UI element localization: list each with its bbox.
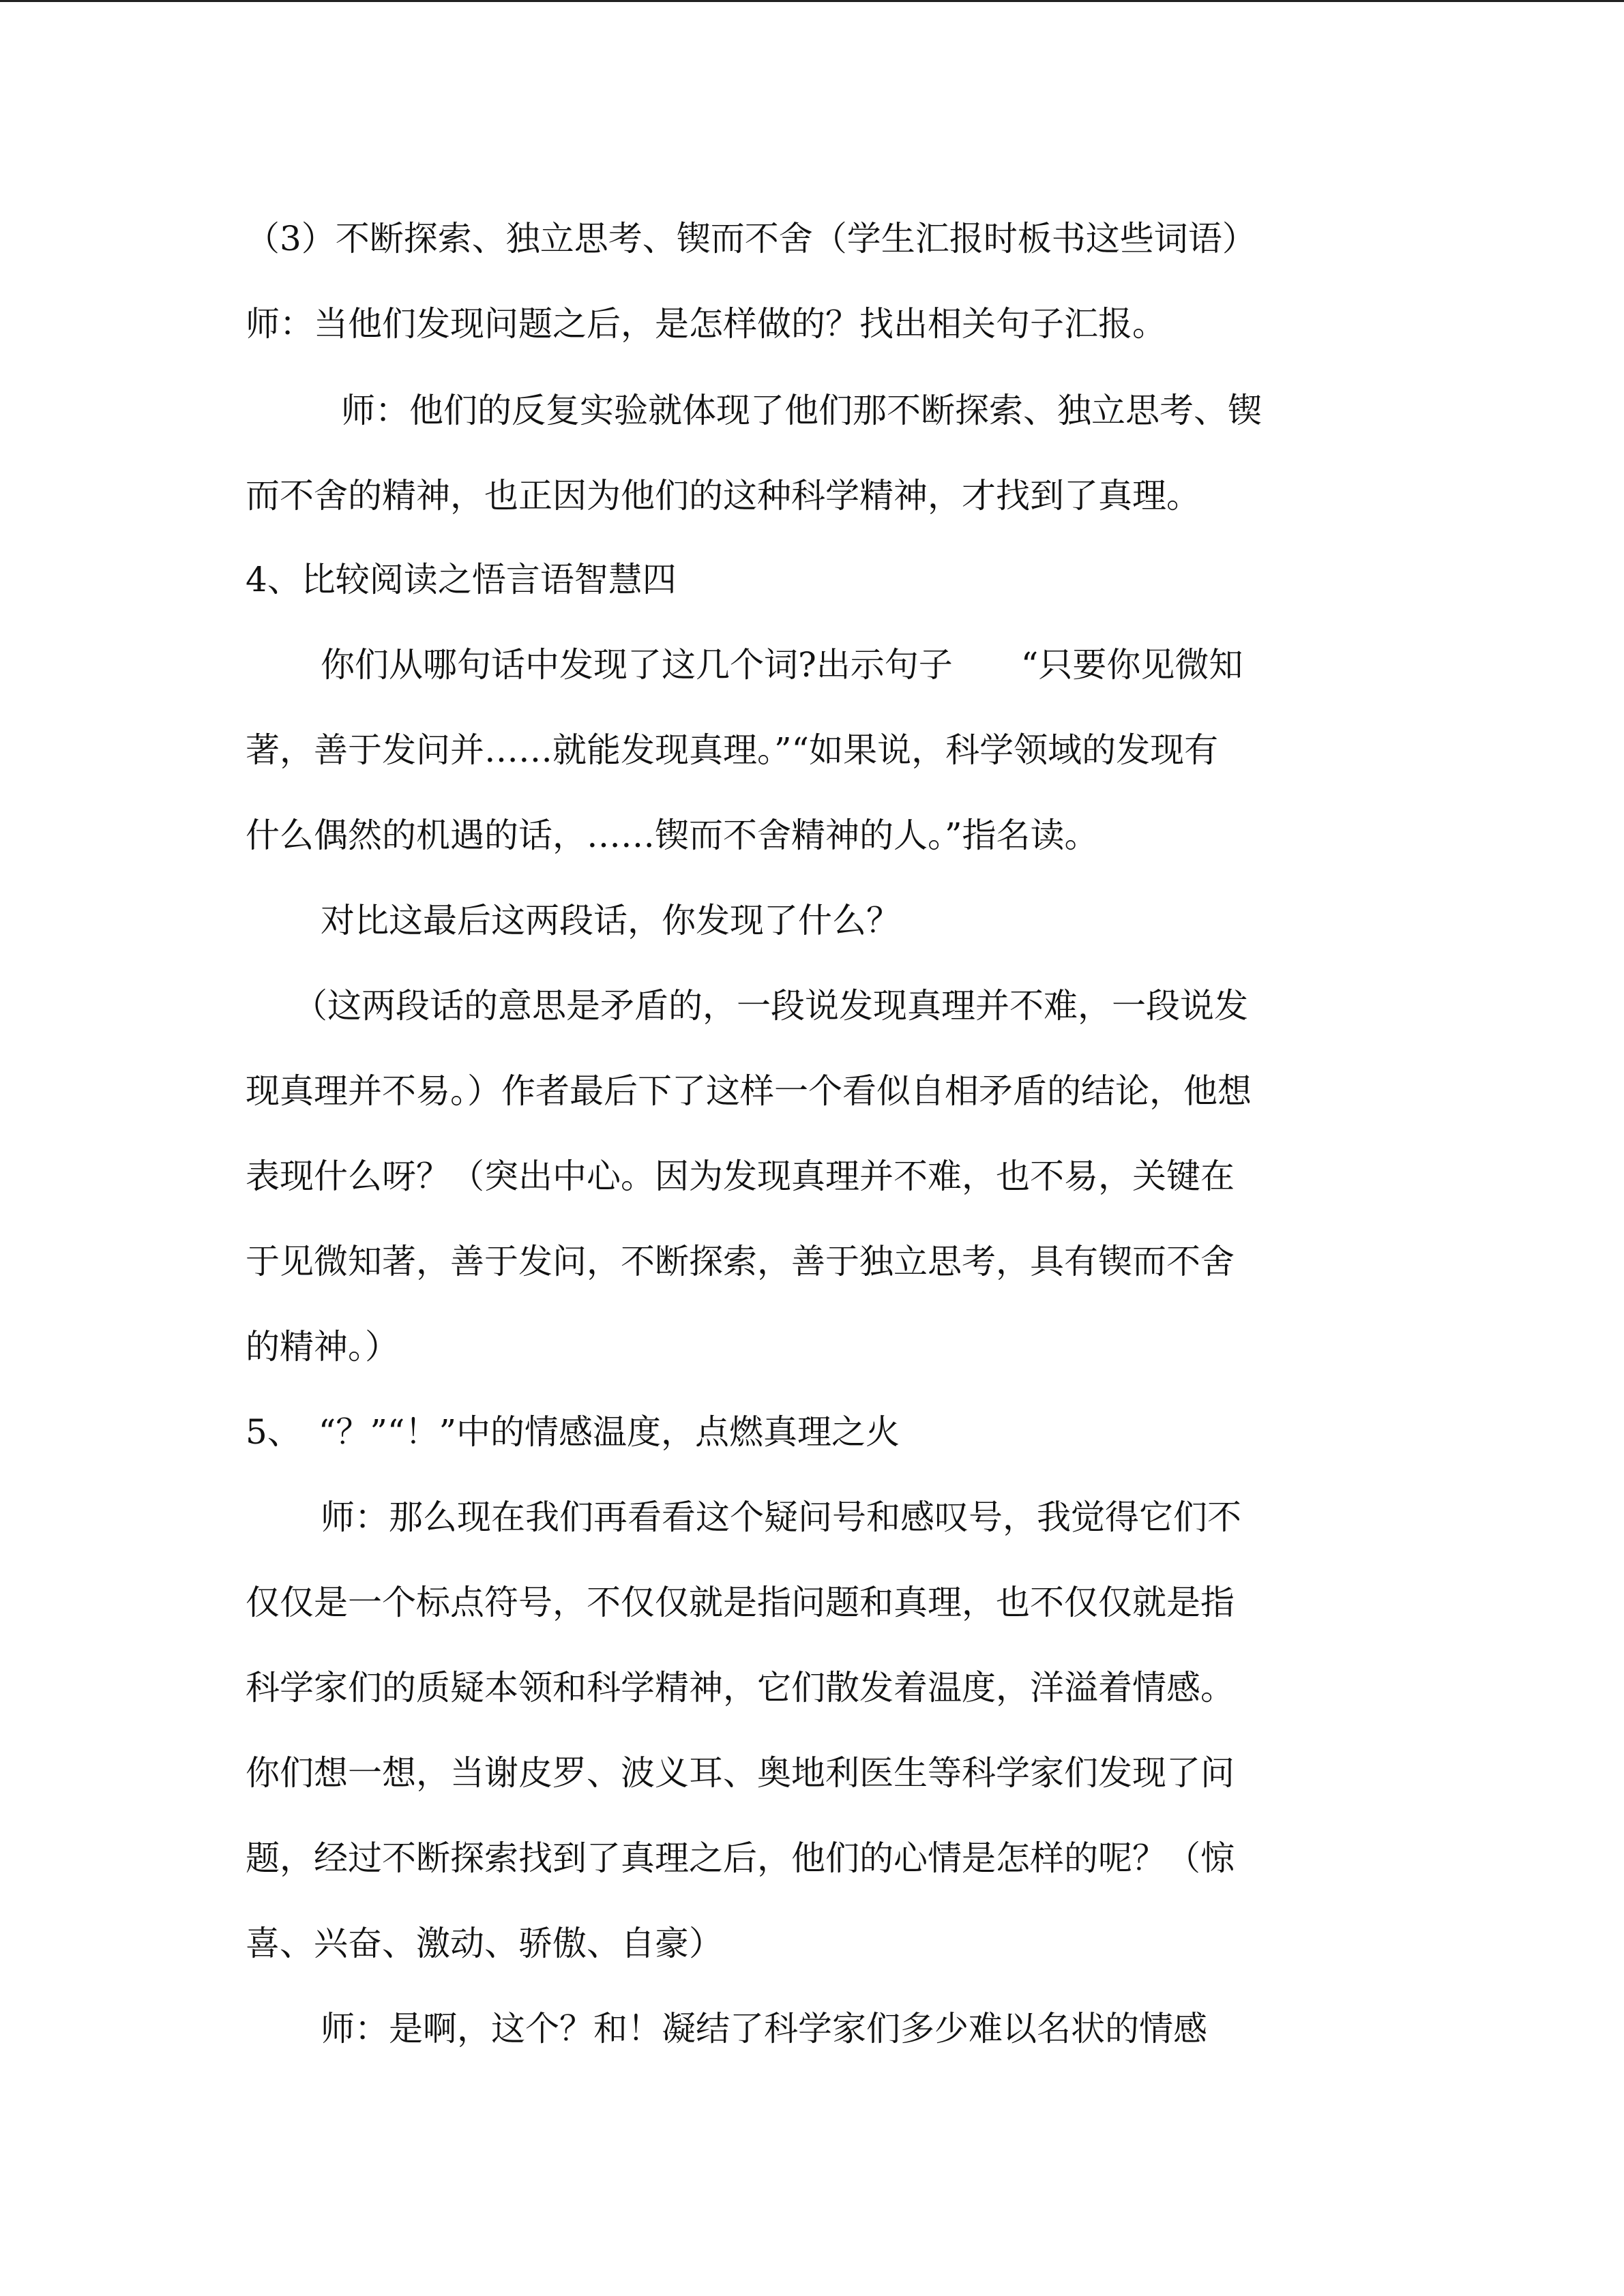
text-line: 什么偶然的机遇的话，……锲而不舍精神的人。”指名读。	[246, 816, 1099, 855]
text-line: 的精神。）	[246, 1327, 399, 1367]
text-line: 对比这最后这两段话，你发现了什么？	[321, 901, 900, 940]
text-line: 师：他们的反复实验就体现了他们那不断探索、独立思考、锲	[341, 391, 1262, 430]
text-line: （这两段话的意思是矛盾的，一段说发现真理并不难，一段说发	[293, 986, 1248, 1026]
text-line: 现真理并不易。）作者最后下了这样一个看似自相矛盾的结论，他想	[246, 1071, 1252, 1111]
text-line: 题，经过不断探索找到了真理之后，他们的心情是怎样的呢？（惊	[246, 1838, 1235, 1878]
text-line: 喜、兴奋、激动、骄傲、自豪）	[246, 1924, 723, 1963]
text-line: 著，善于发问并……就能发现真理。”“如果说，科学领域的发现有	[246, 730, 1219, 770]
section-heading: 4、比较阅读之悟言语智慧四	[246, 560, 677, 599]
text-line: 师：那么现在我们再看看这个疑问号和感叹号，我觉得它们不	[321, 1497, 1241, 1537]
text-line: 于见微知著，善于发问，不断探索，善于独立思考，具有锲而不舍	[246, 1242, 1235, 1281]
text-line: 你们从哪句话中发现了这几个词?出示句子 “只要你见微知	[321, 645, 1243, 685]
section-heading: 5、 “？”“！”中的情感温度，点燃真理之火	[246, 1412, 900, 1452]
text-line: 而不舍的精神，也正因为他们的这种科学精神，才找到了真理。	[246, 476, 1200, 516]
text-line: （3）不断探索、独立思考、锲而不舍（学生汇报时板书这些词语）	[246, 219, 1256, 258]
text-line: 师：是啊，这个？和！凝结了科学家们多少难以名状的情感	[321, 2009, 1207, 2048]
text-line: 仅仅是一个标点符号，不仅仅就是指问题和真理，也不仅仅就是指	[246, 1583, 1235, 1622]
text-line: 表现什么呀？（突出中心。因为发现真理并不难，也不易，关键在	[246, 1157, 1235, 1196]
text-line: 师：当他们发现问题之后，是怎样做的？找出相关句子汇报。	[246, 304, 1166, 344]
text-line: 你们想一想，当谢皮罗、波义耳、奥地利医生等科学家们发现了问	[246, 1753, 1235, 1793]
text-line: 科学家们的质疑本领和科学精神，它们散发着温度，洋溢着情感。	[246, 1668, 1235, 1708]
